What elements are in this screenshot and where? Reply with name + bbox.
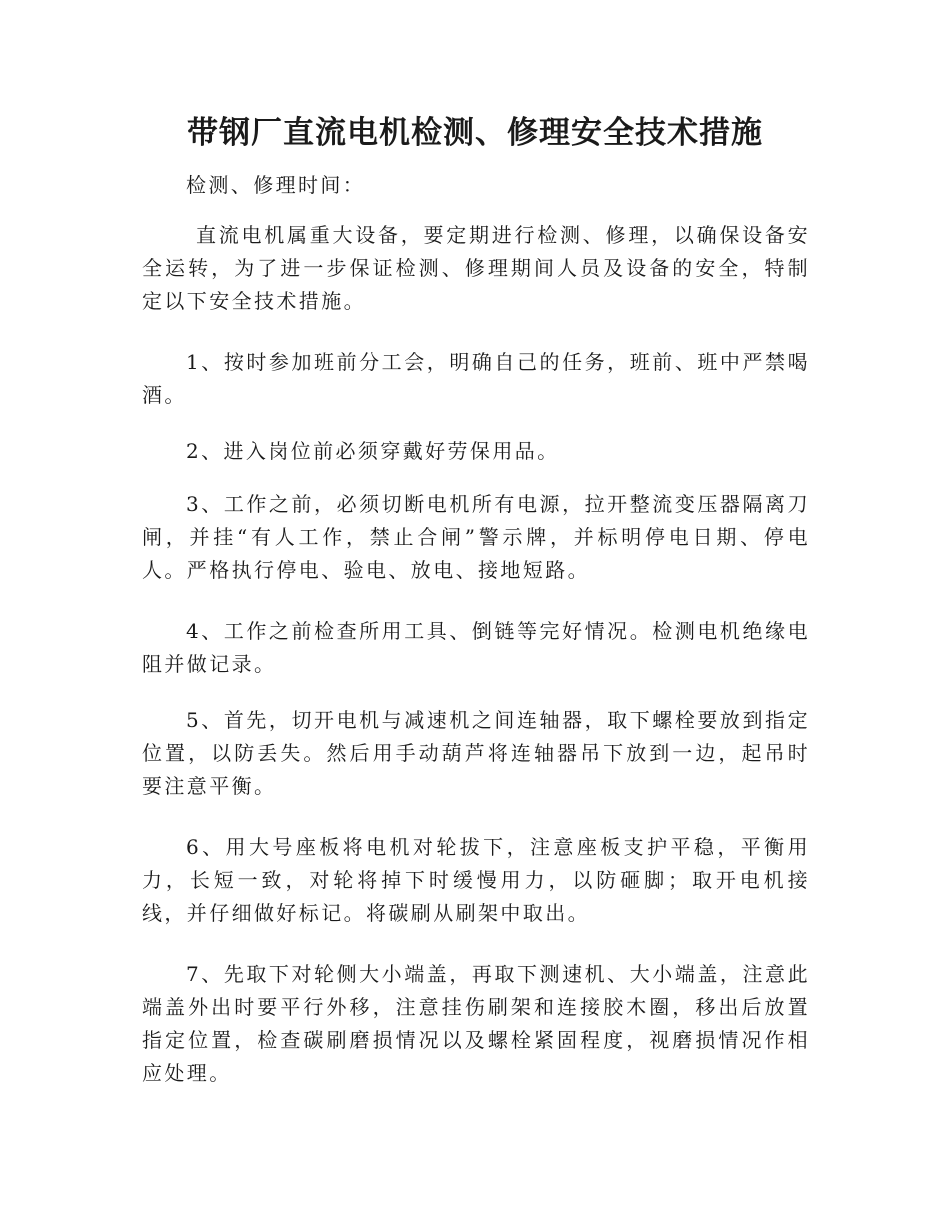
measure-item-1: 1、按时参加班前分工会，明确自己的任务，班前、班中严禁喝酒。 [142,350,810,407]
measure-item-4: 4、工作之前检查所用工具、倒链等完好情况。检测电机绝缘电阻并做记录。 [142,619,810,676]
measure-item-7: 7、先取下对轮侧大小端盖，再取下测速机、大小端盖，注意此端盖外出时要平行外移，注意挂伤刷架和连接胶木圈，移出后放置指定位置，检查碳刷磨损情况以及螺栓紧固程度，视磨损情况作相应处理。 [142,962,810,1085]
inspection-time-label: 检测、修理时间： [186,173,366,197]
measure-item-3: 3、工作之前，必须切断电机所有电源，拉开整流变压器隔离刀闸，并挂“有人工作，禁止合闸”警示牌，并标明停电日期、停电人。严格执行停电、验电、放电、接地短路。 [142,492,810,582]
measure-item-2: 2、进入岗位前必须穿戴好劳保用品。 [186,439,560,463]
measure-item-6: 6、用大号座板将电机对轮拔下，注意座板支护平稳，平衡用力，长短一致，对轮将掉下时缓慢用力，以防砸脚；取开电机接线，并仔细做好标记。将碳刷从刷架中取出。 [142,835,810,925]
measure-item-5: 5、首先，切开电机与减速机之间连轴器，取下螺栓要放到指定位置，以防丢失。然后用手动葫芦将连轴器吊下放到一边，起吊时要注意平衡。 [142,708,810,798]
document-title: 带钢厂直流电机检测、修理安全技术措施 [187,115,763,151]
intro-paragraph: 直流电机属重大设备，要定期进行检测、修理，以确保设备安全运转，为了进一步保证检测、修理期间人员及设备的安全，特制定以下安全技术措施。 [142,223,810,313]
